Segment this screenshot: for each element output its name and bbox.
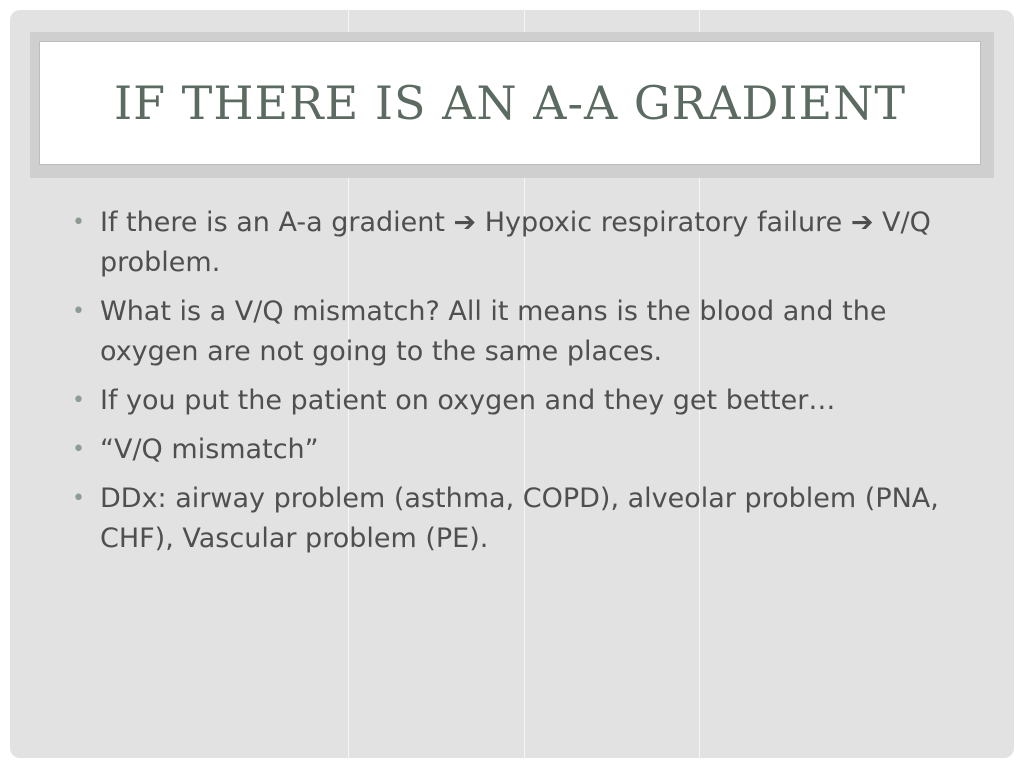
slide [10,10,1014,758]
bullet-item [72,381,972,421]
bullet-item [72,203,972,283]
bullet-text: DDx: airway problem (asthma, COPD), alveolar problem (PNA, CHF), Vascular problem (PE). [100,483,939,554]
slide-title: IF THERE IS AN A-A GRADIENT [113,76,907,130]
bullet-text: If you put the patient on oxygen and they get better… [100,385,836,416]
title-box [40,42,980,164]
bullet-dot-icon: • [72,210,85,235]
bullet-item [72,292,972,372]
bullet-text: What is a V/Q mismatch? All it means is the blood and the oxygen are not going to the same places. [100,296,887,367]
title-frame [30,32,994,178]
bullet-dot-icon: • [72,486,85,511]
bullet-dot-icon: • [72,388,85,413]
bullet-item [72,479,972,559]
bullet-list [72,203,972,568]
bullet-dot-icon: • [72,299,85,324]
bullet-dot-icon: • [72,437,85,462]
bullet-item [72,430,972,470]
bullet-text: If there is an A-a gradient ➔ Hypoxic respiratory failure ➔ V/Q problem. [100,207,931,278]
bullet-text: “V/Q mismatch” [100,434,319,465]
